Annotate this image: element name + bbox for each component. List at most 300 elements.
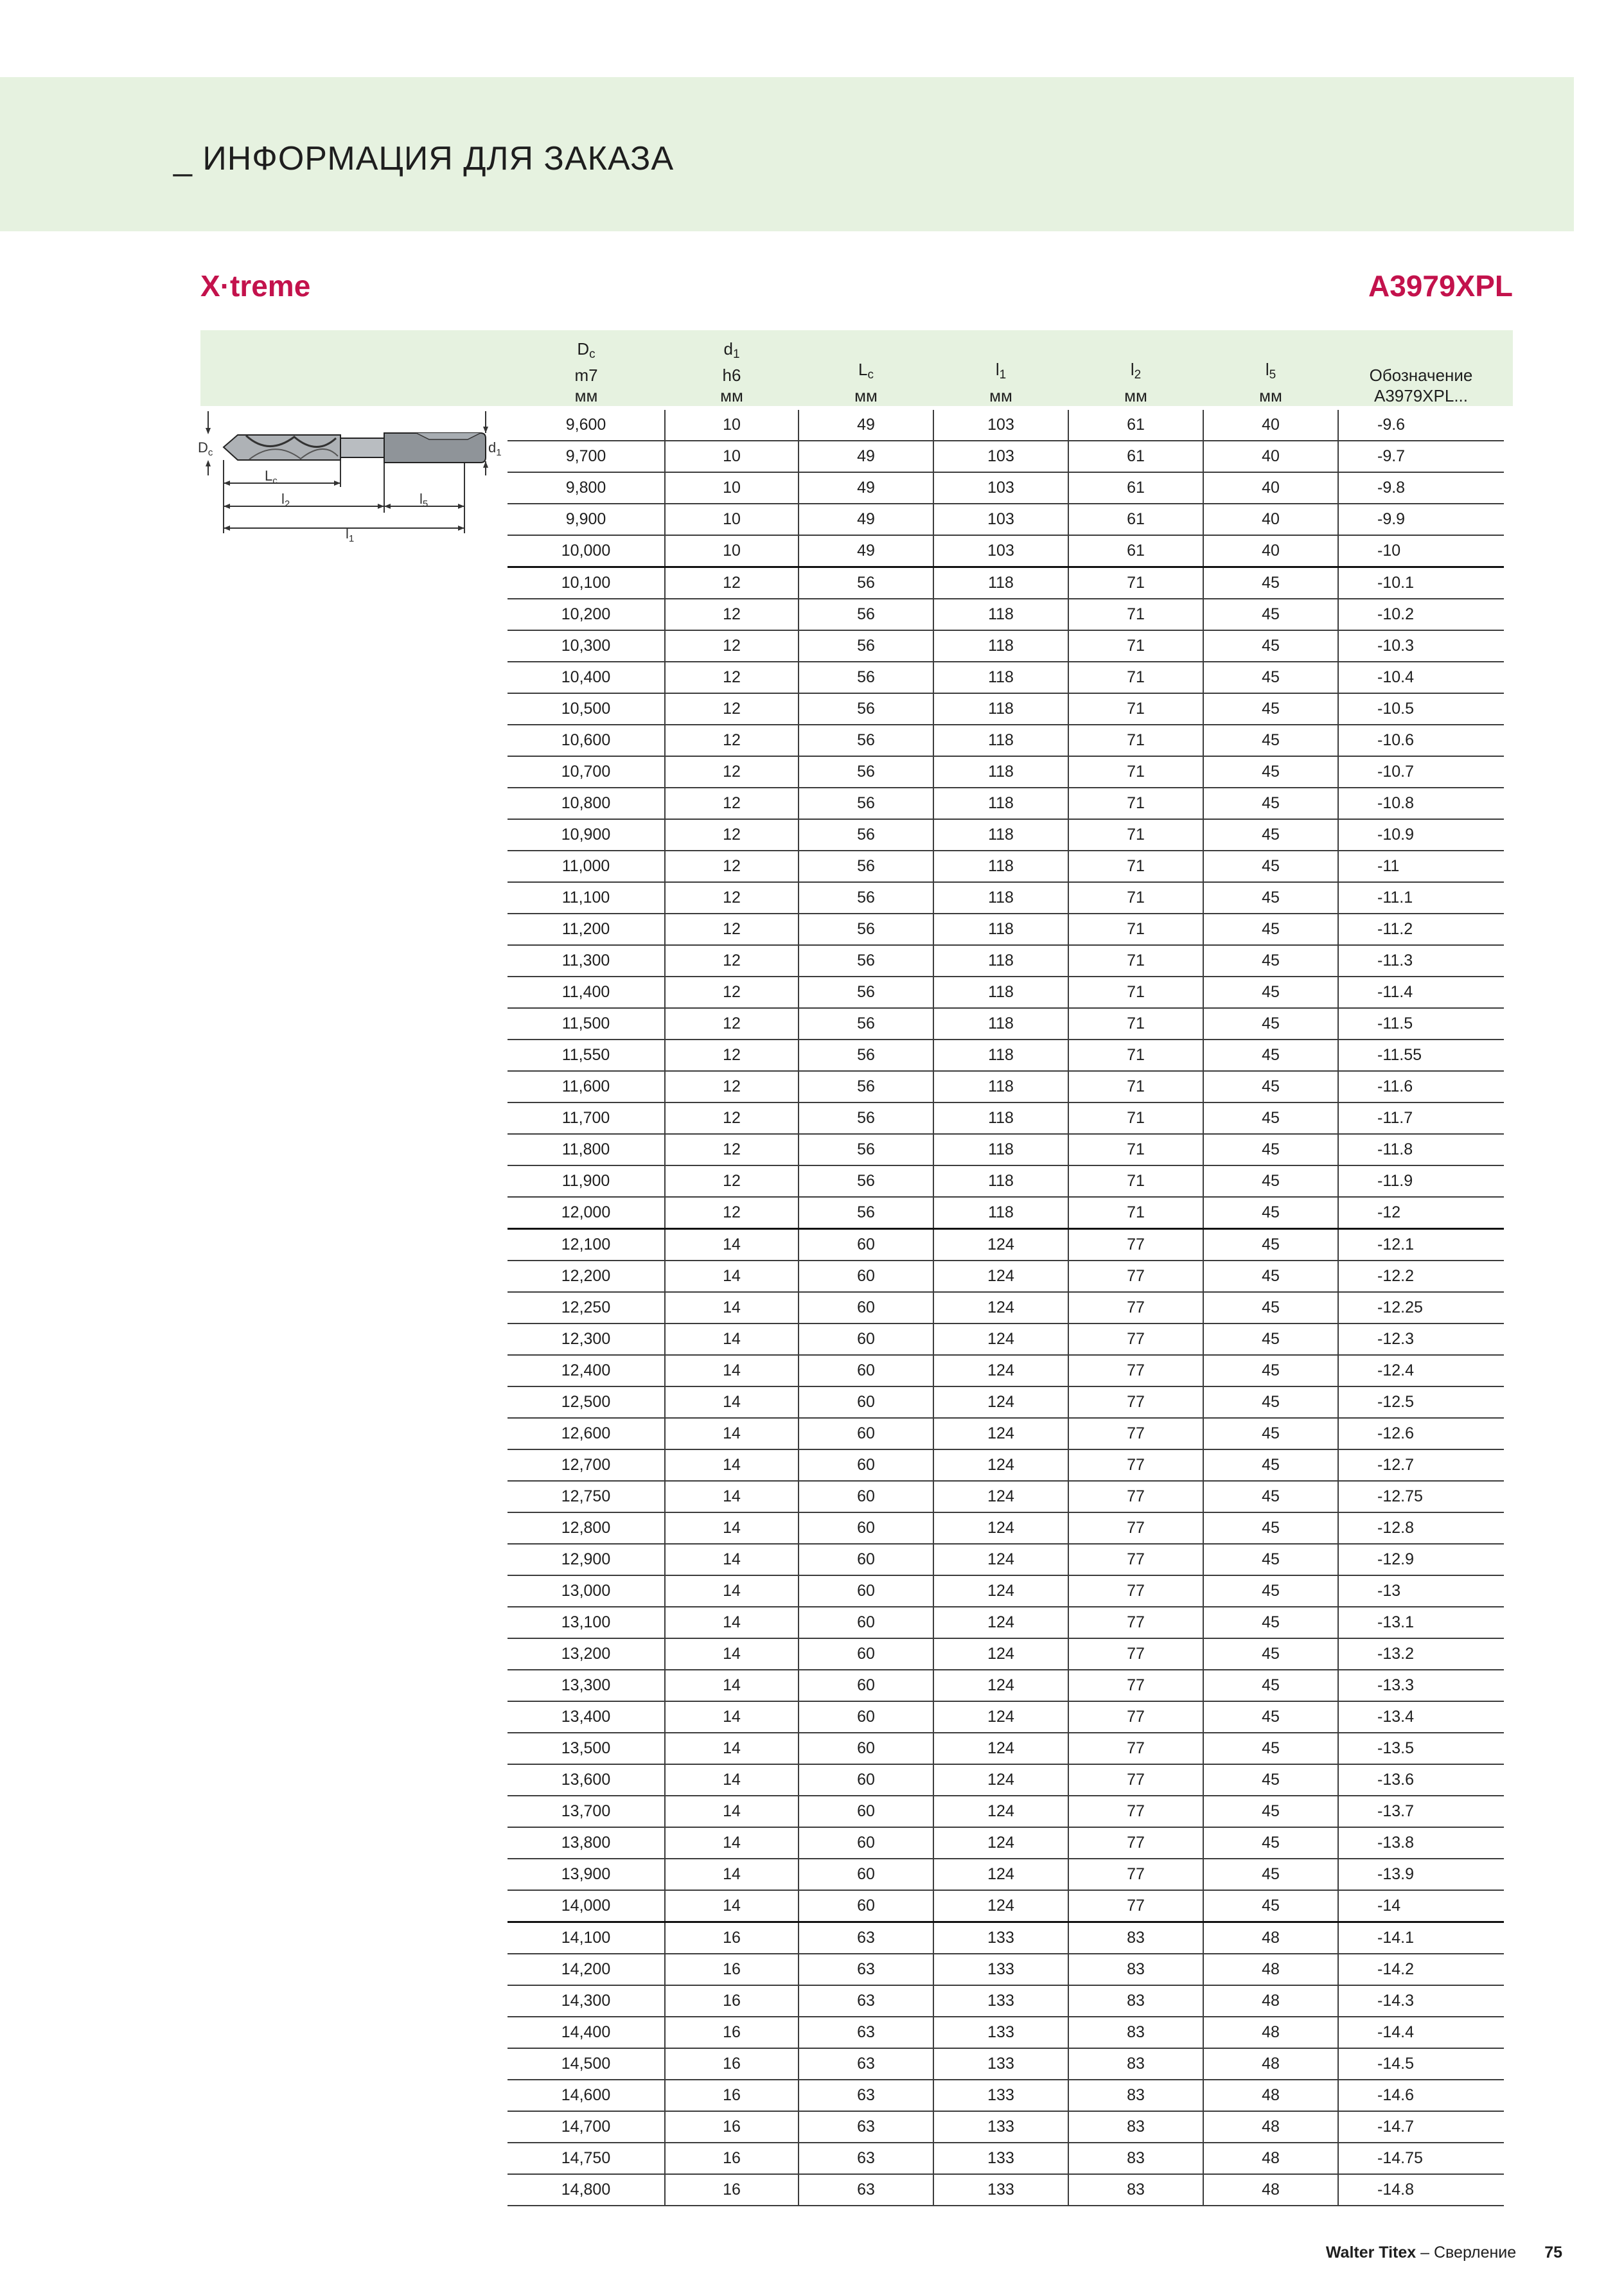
cell-l2: 71 — [1068, 693, 1203, 725]
cell-l1: 124 — [933, 1670, 1068, 1701]
drill-body — [224, 433, 486, 463]
cell-l5: 45 — [1203, 1701, 1338, 1733]
table-header-row — [508, 330, 1504, 410]
table-row — [508, 1954, 1504, 1985]
product-code: A3979XPL — [1368, 269, 1513, 303]
table-row — [508, 2174, 1504, 2206]
table-row — [508, 1071, 1504, 1102]
cell-l5: 48 — [1203, 2143, 1338, 2174]
cell-dc: 11,800 — [508, 1134, 665, 1165]
svg-text:Dc: $D_c$ — [198, 439, 213, 458]
cell-d1: 14 — [665, 1355, 799, 1386]
cell-l5: 48 — [1203, 2017, 1338, 2048]
cell-l5: 45 — [1203, 1890, 1338, 1922]
dc-label: D — [198, 439, 208, 456]
cell-lc: 56 — [799, 851, 933, 882]
cell-lc: 63 — [799, 1954, 933, 1985]
cell-l2: 71 — [1068, 788, 1203, 819]
cell-designation: -14 — [1338, 1890, 1504, 1922]
cell-d1: 16 — [665, 2048, 799, 2080]
cell-dc: 10,800 — [508, 788, 665, 819]
cell-designation: -12 — [1338, 1197, 1504, 1229]
cell-l1: 124 — [933, 1229, 1068, 1261]
cell-l1: 118 — [933, 1040, 1068, 1071]
cell-l1: 118 — [933, 1102, 1068, 1134]
cell-designation: -14.2 — [1338, 1954, 1504, 1985]
cell-d1: 14 — [665, 1701, 799, 1733]
cell-lc: 63 — [799, 2174, 933, 2206]
cell-l2: 77 — [1068, 1859, 1203, 1890]
cell-l2: 83 — [1068, 2048, 1203, 2080]
cell-l1: 118 — [933, 882, 1068, 914]
cell-l5: 45 — [1203, 1261, 1338, 1292]
cell-dc: 10,100 — [508, 567, 665, 599]
cell-lc: 49 — [799, 410, 933, 441]
cell-l1: 118 — [933, 1134, 1068, 1165]
cell-dc: 14,400 — [508, 2017, 665, 2048]
d1-label: d — [488, 439, 497, 456]
cell-d1: 14 — [665, 1733, 799, 1764]
cell-dc: 14,200 — [508, 1954, 665, 1985]
cell-l1: 124 — [933, 1701, 1068, 1733]
cell-lc: 60 — [799, 1764, 933, 1796]
cell-d1: 10 — [665, 441, 799, 472]
cell-lc: 60 — [799, 1355, 933, 1386]
cell-dc: 12,700 — [508, 1449, 665, 1481]
table-row — [508, 1481, 1504, 1512]
cell-l1: 133 — [933, 2174, 1068, 2206]
cell-dc: 10,600 — [508, 725, 665, 756]
cell-l5: 40 — [1203, 472, 1338, 504]
cell-l2: 71 — [1068, 725, 1203, 756]
cell-designation: -13.5 — [1338, 1733, 1504, 1764]
cell-l5: 45 — [1203, 725, 1338, 756]
table-row — [508, 693, 1504, 725]
cell-d1: 12 — [665, 1040, 799, 1071]
cell-dc: 14,700 — [508, 2111, 665, 2143]
drill-diagram — [198, 411, 502, 544]
svg-text:l2: $l_2$ — [281, 491, 290, 509]
cell-d1: 12 — [665, 756, 799, 788]
footer-brand: Walter Titex — [1325, 2244, 1417, 2262]
cell-l2: 71 — [1068, 819, 1203, 851]
table-row — [508, 1670, 1504, 1701]
cell-dc: 9,900 — [508, 504, 665, 535]
cell-l5: 45 — [1203, 1481, 1338, 1512]
table-row — [508, 1512, 1504, 1544]
cell-d1: 16 — [665, 1922, 799, 1954]
table-row — [508, 851, 1504, 882]
cell-l5: 45 — [1203, 599, 1338, 630]
cell-d1: 14 — [665, 1512, 799, 1544]
cell-d1: 12 — [665, 1008, 799, 1040]
cell-dc: 14,750 — [508, 2143, 665, 2174]
cell-l5: 40 — [1203, 410, 1338, 441]
cell-dc: 11,300 — [508, 945, 665, 977]
cell-lc: 56 — [799, 630, 933, 662]
cell-l1: 133 — [933, 1954, 1068, 1985]
cell-lc: 56 — [799, 1134, 933, 1165]
cell-dc: 11,600 — [508, 1071, 665, 1102]
cell-l5: 45 — [1203, 1040, 1338, 1071]
cell-d1: 14 — [665, 1764, 799, 1796]
cell-dc: 14,000 — [508, 1890, 665, 1922]
cell-dc: 12,800 — [508, 1512, 665, 1544]
cell-l5: 45 — [1203, 914, 1338, 945]
table-row — [508, 1418, 1504, 1449]
cell-l5: 45 — [1203, 1071, 1338, 1102]
cell-lc: 60 — [799, 1544, 933, 1575]
cell-d1: 14 — [665, 1827, 799, 1859]
table-row — [508, 1102, 1504, 1134]
cell-l1: 118 — [933, 1197, 1068, 1229]
cell-l5: 45 — [1203, 851, 1338, 882]
cell-l1: 124 — [933, 1512, 1068, 1544]
cell-lc: 60 — [799, 1859, 933, 1890]
column-header-l5: $l_5$ мм — [1259, 360, 1282, 405]
cell-l1: 124 — [933, 1449, 1068, 1481]
table-row — [508, 1355, 1504, 1386]
cell-designation: -9.7 — [1338, 441, 1504, 472]
cell-designation: -14.4 — [1338, 2017, 1504, 2048]
cell-dc: 13,000 — [508, 1575, 665, 1607]
table-row — [508, 1323, 1504, 1355]
cell-l5: 48 — [1203, 2080, 1338, 2111]
cell-designation: -12.6 — [1338, 1418, 1504, 1449]
cell-lc: 63 — [799, 2111, 933, 2143]
cell-lc: 63 — [799, 2048, 933, 2080]
cell-designation: -14.5 — [1338, 2048, 1504, 2080]
cell-designation: -10.8 — [1338, 788, 1504, 819]
cell-l2: 71 — [1068, 851, 1203, 882]
cell-l2: 83 — [1068, 2017, 1203, 2048]
table-row — [508, 1134, 1504, 1165]
cell-l5: 48 — [1203, 1922, 1338, 1954]
cell-lc: 60 — [799, 1796, 933, 1827]
table-row — [508, 882, 1504, 914]
cell-l2: 83 — [1068, 1922, 1203, 1954]
cell-d1: 14 — [665, 1544, 799, 1575]
cell-l5: 45 — [1203, 1827, 1338, 1859]
table-row — [508, 1261, 1504, 1292]
cell-d1: 14 — [665, 1607, 799, 1638]
l2-label: l — [281, 491, 285, 507]
cell-d1: 16 — [665, 1985, 799, 2017]
cell-lc: 63 — [799, 2017, 933, 2048]
cell-d1: 14 — [665, 1261, 799, 1292]
table-row — [508, 788, 1504, 819]
cell-dc: 12,250 — [508, 1292, 665, 1323]
cell-d1: 14 — [665, 1481, 799, 1512]
cell-l5: 45 — [1203, 1670, 1338, 1701]
cell-dc: 14,800 — [508, 2174, 665, 2206]
cell-lc: 56 — [799, 756, 933, 788]
cell-designation: -14.75 — [1338, 2143, 1504, 2174]
cell-l2: 71 — [1068, 1102, 1203, 1134]
cell-lc: 60 — [799, 1890, 933, 1922]
cell-dc: 14,600 — [508, 2080, 665, 2111]
cell-l5: 45 — [1203, 1134, 1338, 1165]
cell-dc: 12,100 — [508, 1229, 665, 1261]
cell-l2: 71 — [1068, 1134, 1203, 1165]
cell-designation: -13.8 — [1338, 1827, 1504, 1859]
cell-l1: 103 — [933, 504, 1068, 535]
cell-designation: -11.9 — [1338, 1165, 1504, 1197]
cell-l2: 71 — [1068, 630, 1203, 662]
cell-l5: 45 — [1203, 819, 1338, 851]
table-body — [508, 410, 1504, 2206]
cell-l2: 77 — [1068, 1512, 1203, 1544]
cell-l1: 124 — [933, 1764, 1068, 1796]
table-row — [508, 1764, 1504, 1796]
cell-lc: 60 — [799, 1229, 933, 1261]
table-row — [508, 2143, 1504, 2174]
cell-dc: 14,500 — [508, 2048, 665, 2080]
cell-l1: 133 — [933, 2017, 1068, 2048]
cell-l2: 83 — [1068, 1985, 1203, 2017]
cell-designation: -11.2 — [1338, 914, 1504, 945]
cell-l2: 83 — [1068, 2143, 1203, 2174]
cell-l1: 118 — [933, 977, 1068, 1008]
table-row — [508, 1638, 1504, 1670]
cell-l1: 118 — [933, 756, 1068, 788]
cell-d1: 12 — [665, 1165, 799, 1197]
cell-designation: -10.3 — [1338, 630, 1504, 662]
cell-l2: 71 — [1068, 599, 1203, 630]
cell-l5: 45 — [1203, 1733, 1338, 1764]
cell-l5: 45 — [1203, 1796, 1338, 1827]
cell-designation: -10.7 — [1338, 756, 1504, 788]
cell-lc: 60 — [799, 1607, 933, 1638]
cell-designation: -10.5 — [1338, 693, 1504, 725]
cell-l1: 118 — [933, 630, 1068, 662]
cell-d1: 14 — [665, 1859, 799, 1890]
cell-designation: -13.4 — [1338, 1701, 1504, 1733]
cell-l5: 45 — [1203, 1544, 1338, 1575]
page-footer — [1326, 2244, 1562, 2262]
cell-d1: 12 — [665, 788, 799, 819]
cell-l5: 45 — [1203, 1859, 1338, 1890]
cell-dc: 12,900 — [508, 1544, 665, 1575]
table-row — [508, 1292, 1504, 1323]
cell-d1: 16 — [665, 2143, 799, 2174]
cell-designation: -13.7 — [1338, 1796, 1504, 1827]
table-row — [508, 504, 1504, 535]
table-row — [508, 1985, 1504, 2017]
cell-d1: 12 — [665, 1134, 799, 1165]
lc-label: L — [265, 468, 273, 484]
cell-l1: 118 — [933, 1008, 1068, 1040]
cell-designation: -10.1 — [1338, 567, 1504, 599]
table-row — [508, 1701, 1504, 1733]
cell-dc: 9,800 — [508, 472, 665, 504]
cell-l5: 45 — [1203, 1512, 1338, 1544]
cell-designation: -10.2 — [1338, 599, 1504, 630]
cell-l1: 133 — [933, 2143, 1068, 2174]
cell-l2: 77 — [1068, 1733, 1203, 1764]
cell-l1: 103 — [933, 472, 1068, 504]
column-header-l2: $l_2$ мм — [1124, 360, 1147, 405]
cell-l2: 61 — [1068, 410, 1203, 441]
cell-designation: -11.3 — [1338, 945, 1504, 977]
cell-lc: 56 — [799, 693, 933, 725]
column-header-d1: $d_1$ h6 мм — [720, 339, 743, 405]
cell-dc: 11,550 — [508, 1040, 665, 1071]
cell-l1: 124 — [933, 1859, 1068, 1890]
cell-dc: 11,500 — [508, 1008, 665, 1040]
cell-lc: 56 — [799, 1165, 933, 1197]
cell-l5: 48 — [1203, 2111, 1338, 2143]
cell-l1: 133 — [933, 2048, 1068, 2080]
table-row — [508, 1544, 1504, 1575]
cell-l5: 45 — [1203, 1575, 1338, 1607]
cell-l2: 71 — [1068, 914, 1203, 945]
table-row — [508, 441, 1504, 472]
cell-l5: 45 — [1203, 977, 1338, 1008]
cell-l1: 124 — [933, 1386, 1068, 1418]
cell-d1: 12 — [665, 851, 799, 882]
cell-dc: 11,400 — [508, 977, 665, 1008]
cell-dc: 11,100 — [508, 882, 665, 914]
cell-lc: 56 — [799, 1071, 933, 1102]
cell-d1: 12 — [665, 662, 799, 693]
table-row — [508, 1165, 1504, 1197]
table-row — [508, 977, 1504, 1008]
cell-l5: 48 — [1203, 1954, 1338, 1985]
cell-lc: 63 — [799, 2080, 933, 2111]
cell-l5: 45 — [1203, 693, 1338, 725]
column-header-l1: $l_1$ мм — [989, 360, 1012, 405]
cell-designation: -9.8 — [1338, 472, 1504, 504]
cell-d1: 14 — [665, 1796, 799, 1827]
cell-lc: 63 — [799, 2143, 933, 2174]
cell-l2: 71 — [1068, 662, 1203, 693]
cell-l2: 83 — [1068, 2174, 1203, 2206]
cell-d1: 10 — [665, 472, 799, 504]
cell-l5: 45 — [1203, 1449, 1338, 1481]
cell-l2: 61 — [1068, 504, 1203, 535]
cell-designation: -12.75 — [1338, 1481, 1504, 1512]
table-row — [508, 1607, 1504, 1638]
cell-designation: -12.7 — [1338, 1449, 1504, 1481]
cell-l2: 77 — [1068, 1827, 1203, 1859]
cell-l2: 83 — [1068, 1954, 1203, 1985]
cell-dc: 12,000 — [508, 1197, 665, 1229]
cell-l2: 77 — [1068, 1261, 1203, 1292]
cell-d1: 14 — [665, 1323, 799, 1355]
cell-l1: 124 — [933, 1323, 1068, 1355]
cell-designation: -10 — [1338, 535, 1504, 567]
cell-designation: -12.5 — [1338, 1386, 1504, 1418]
table-row — [508, 599, 1504, 630]
cell-lc: 60 — [799, 1323, 933, 1355]
cell-designation: -13.1 — [1338, 1607, 1504, 1638]
order-table — [508, 330, 1504, 2206]
cell-l2: 61 — [1068, 441, 1203, 472]
cell-l5: 45 — [1203, 788, 1338, 819]
cell-l5: 45 — [1203, 630, 1338, 662]
cell-l5: 45 — [1203, 567, 1338, 599]
cell-lc: 60 — [799, 1481, 933, 1512]
cell-l5: 48 — [1203, 1985, 1338, 2017]
table-row — [508, 1575, 1504, 1607]
table-row — [508, 756, 1504, 788]
cell-d1: 12 — [665, 567, 799, 599]
table-row — [508, 1859, 1504, 1890]
cell-l2: 77 — [1068, 1229, 1203, 1261]
cell-l1: 133 — [933, 2080, 1068, 2111]
table-row — [508, 1922, 1504, 1954]
table-row — [508, 819, 1504, 851]
cell-dc: 13,600 — [508, 1764, 665, 1796]
cell-dc: 13,500 — [508, 1733, 665, 1764]
table-row — [508, 1229, 1504, 1261]
cell-dc: 13,100 — [508, 1607, 665, 1638]
cell-dc: 13,900 — [508, 1859, 665, 1890]
cell-lc: 56 — [799, 1197, 933, 1229]
cell-lc: 56 — [799, 977, 933, 1008]
cell-dc: 13,700 — [508, 1796, 665, 1827]
cell-lc: 56 — [799, 945, 933, 977]
table-row — [508, 1796, 1504, 1827]
cell-designation: -9.6 — [1338, 410, 1504, 441]
cell-designation: -12.3 — [1338, 1323, 1504, 1355]
table-row — [508, 1890, 1504, 1922]
cell-dc: 10,000 — [508, 535, 665, 567]
cell-l2: 71 — [1068, 1197, 1203, 1229]
table-row — [508, 2048, 1504, 2080]
cell-d1: 12 — [665, 599, 799, 630]
table-row — [508, 1008, 1504, 1040]
table-row — [508, 1449, 1504, 1481]
cell-d1: 12 — [665, 1102, 799, 1134]
cell-dc: 11,200 — [508, 914, 665, 945]
cell-l1: 118 — [933, 599, 1068, 630]
table-row — [508, 2111, 1504, 2143]
cell-l5: 45 — [1203, 1229, 1338, 1261]
cell-lc: 60 — [799, 1638, 933, 1670]
cell-l1: 124 — [933, 1827, 1068, 1859]
cell-designation: -14.6 — [1338, 2080, 1504, 2111]
cell-l1: 103 — [933, 535, 1068, 567]
cell-l1: 118 — [933, 725, 1068, 756]
table-row — [508, 410, 1504, 441]
cell-designation: -10.6 — [1338, 725, 1504, 756]
cell-d1: 14 — [665, 1292, 799, 1323]
cell-designation: -14.8 — [1338, 2174, 1504, 2206]
cell-l2: 71 — [1068, 567, 1203, 599]
cell-dc: 14,100 — [508, 1922, 665, 1954]
cell-l5: 45 — [1203, 945, 1338, 977]
cell-designation: -13.2 — [1338, 1638, 1504, 1670]
cell-l2: 77 — [1068, 1355, 1203, 1386]
cell-l2: 61 — [1068, 535, 1203, 567]
cell-designation: -12.2 — [1338, 1261, 1504, 1292]
cell-l2: 71 — [1068, 1165, 1203, 1197]
cell-designation: -9.9 — [1338, 504, 1504, 535]
cell-lc: 60 — [799, 1386, 933, 1418]
cell-l2: 77 — [1068, 1418, 1203, 1449]
cell-d1: 16 — [665, 2017, 799, 2048]
cell-lc: 56 — [799, 1040, 933, 1071]
cell-designation: -13.3 — [1338, 1670, 1504, 1701]
cell-dc: 13,400 — [508, 1701, 665, 1733]
cell-d1: 12 — [665, 882, 799, 914]
cell-l2: 77 — [1068, 1890, 1203, 1922]
cell-d1: 16 — [665, 2111, 799, 2143]
cell-l1: 124 — [933, 1733, 1068, 1764]
cell-l5: 45 — [1203, 1292, 1338, 1323]
